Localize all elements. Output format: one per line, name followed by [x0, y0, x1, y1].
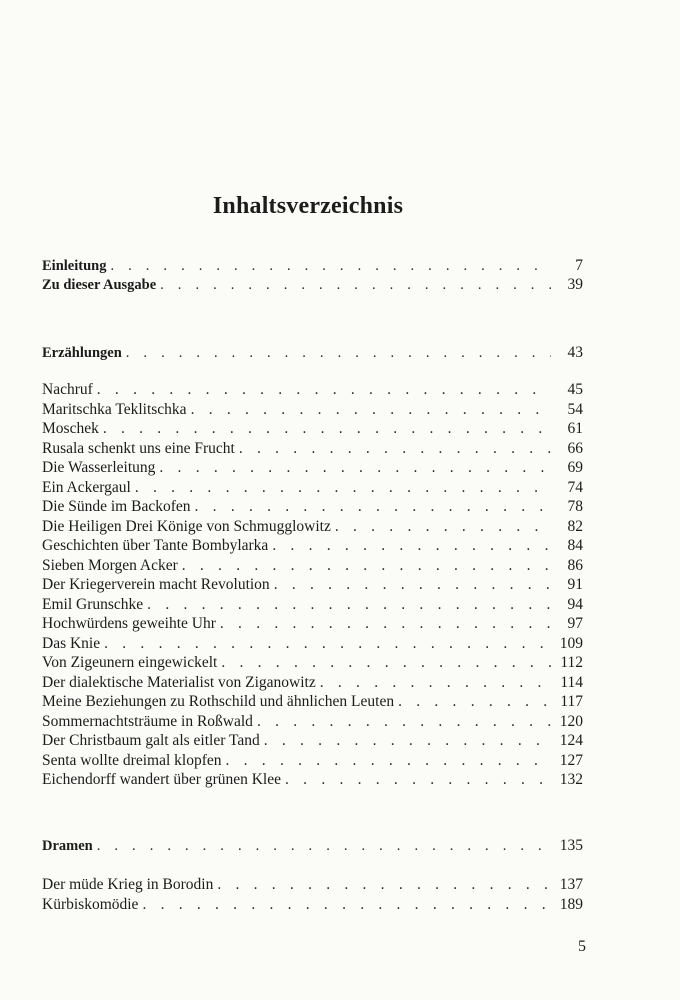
toc-entry-zu-dieser-ausgabe — [42, 275, 583, 295]
toc-entry — [42, 634, 583, 654]
toc-entry-page: 117 — [560, 693, 583, 710]
toc-entry — [42, 673, 583, 693]
leader-dots — [159, 458, 551, 478]
toc-entry-page: 86 — [567, 556, 583, 574]
toc-entry-einleitung — [42, 256, 583, 276]
toc-entry — [42, 380, 583, 400]
toc-entry-label: Geschichten über Tante Bombylarka — [42, 537, 269, 554]
leader-dots — [135, 478, 551, 498]
toc-entry-page: 120 — [559, 712, 583, 730]
leader-dots — [182, 556, 551, 576]
toc-entry — [42, 751, 583, 771]
leader-dots — [126, 343, 551, 363]
toc-entry-page: 74 — [567, 478, 583, 496]
toc-entry-page: 39 — [567, 276, 583, 293]
toc-entry-page: 94 — [567, 595, 583, 613]
toc-section-dramen — [42, 836, 583, 856]
toc-entry-page: 69 — [567, 459, 583, 476]
toc-entry — [42, 653, 583, 673]
toc-entry — [42, 478, 583, 498]
toc-entry-label: Meine Beziehungen zu Rothschild und ähnlichen Leuten — [42, 693, 395, 710]
toc-entry — [42, 556, 583, 576]
toc-entry — [42, 731, 583, 751]
toc-entry-label: Von Zigeunern eingewickelt — [42, 654, 218, 671]
toc-entry — [42, 458, 583, 478]
leader-dots — [320, 673, 551, 693]
toc-entry — [42, 497, 583, 517]
toc-entry-label: Kürbiskomödie — [42, 895, 139, 913]
toc-entry — [42, 712, 583, 732]
leader-dots — [272, 536, 551, 556]
toc-entry-label: Sommernachtsträume in Roßwald — [42, 712, 253, 730]
leader-dots — [335, 517, 551, 537]
leader-dots — [142, 895, 551, 915]
toc-entry-label: Einleitung — [42, 258, 107, 274]
toc-entry-page: 114 — [560, 673, 583, 691]
toc-entry-page: 127 — [559, 751, 583, 769]
leader-dots — [285, 770, 551, 790]
toc-entry-page: 45 — [567, 381, 583, 398]
toc-entry-label: Maritschka Teklitschka — [42, 400, 187, 418]
toc-section-label: Erzählungen — [42, 345, 122, 361]
toc-section-erzaehlungen — [42, 343, 583, 363]
leader-dots — [103, 419, 551, 439]
toc-entry-label: Rusala schenkt uns eine Frucht — [42, 439, 235, 457]
leader-dots — [147, 595, 551, 615]
toc-entry — [42, 614, 583, 634]
toc-entry — [42, 770, 583, 790]
toc-entry — [42, 692, 583, 712]
toc-entry — [42, 575, 583, 595]
toc-entry — [42, 439, 583, 459]
toc-entry-label: Ein Ackergaul — [42, 478, 131, 496]
leader-dots — [398, 692, 551, 712]
toc-entry-label: Hochwürdens geweihte Uhr — [42, 615, 216, 632]
leader-dots — [221, 653, 551, 673]
toc-entry — [42, 895, 583, 915]
toc-entry-label: Der Christbaum galt als eitler Tand — [42, 732, 260, 749]
toc-entry-label: Der müde Krieg in Borodin — [42, 876, 214, 893]
toc-entry-page: 78 — [567, 498, 583, 515]
toc-entry-page: 84 — [567, 537, 583, 554]
page-title: Inhaltsverzeichnis — [212, 193, 404, 219]
leader-dots — [274, 575, 551, 595]
leader-dots — [264, 731, 551, 751]
leader-dots — [217, 875, 551, 895]
toc-entry-label: Nachruf — [42, 381, 93, 398]
toc-entry-label: Das Knie — [42, 634, 101, 652]
toc-entry — [42, 419, 583, 439]
toc-entry-page: 82 — [567, 517, 583, 535]
toc-entry-label: Die Heiligen Drei Könige von Schmugglowitz — [42, 517, 331, 535]
toc-entry — [42, 875, 583, 895]
toc-entry — [42, 595, 583, 615]
leader-dots — [195, 497, 551, 517]
toc-entry-page: 61 — [567, 420, 583, 437]
toc-entry-label: Zu dieser Ausgabe — [42, 277, 157, 293]
toc-entry-page: 137 — [559, 876, 583, 893]
toc-entry-label: Senta wollte dreimal klopfen — [42, 751, 222, 769]
toc-entry-page: 132 — [559, 771, 583, 788]
leader-dots — [97, 836, 551, 856]
leader-dots — [220, 614, 551, 634]
toc-entry-label: Eichendorff wandert über grünen Klee — [42, 771, 282, 788]
toc-entry — [42, 400, 583, 420]
toc-entry-label: Die Wasserleitung — [42, 459, 156, 476]
toc-entry-page: 66 — [567, 439, 583, 457]
toc-entry — [42, 517, 583, 537]
leader-dots — [226, 751, 552, 771]
leader-dots — [239, 439, 551, 459]
toc-entry-label: Moschek — [42, 420, 99, 437]
toc-entry-page: 91 — [567, 576, 583, 593]
toc-section-page: 135 — [559, 837, 583, 854]
toc-section-page: 43 — [567, 344, 583, 361]
toc-entry — [42, 536, 583, 556]
toc-entry-page: 54 — [567, 400, 583, 418]
leader-dots — [104, 634, 551, 654]
toc-entry-page: 109 — [559, 634, 583, 652]
leader-dots — [191, 400, 551, 420]
toc-entry-page: 97 — [567, 615, 583, 632]
toc-entry-page: 112 — [560, 654, 583, 671]
toc-entry-label: Sieben Morgen Acker — [42, 556, 178, 574]
toc-entry-page: 124 — [559, 732, 583, 749]
toc-entry-page: 189 — [559, 895, 583, 913]
leader-dots — [257, 712, 551, 732]
toc-entry-label: Der Kriegerverein macht Revolution — [42, 576, 270, 593]
toc-entry-page: 7 — [575, 257, 583, 274]
toc-entry-label: Die Sünde im Backofen — [42, 498, 191, 515]
toc-entry-label: Emil Grunschke — [42, 595, 144, 613]
leader-dots — [97, 380, 551, 400]
page-number: 5 — [578, 938, 586, 955]
toc-section-label: Dramen — [42, 838, 93, 854]
leader-dots — [160, 275, 551, 295]
leader-dots — [110, 256, 551, 276]
toc-entry-label: Der dialektische Materialist von Ziganowitz — [42, 673, 316, 691]
